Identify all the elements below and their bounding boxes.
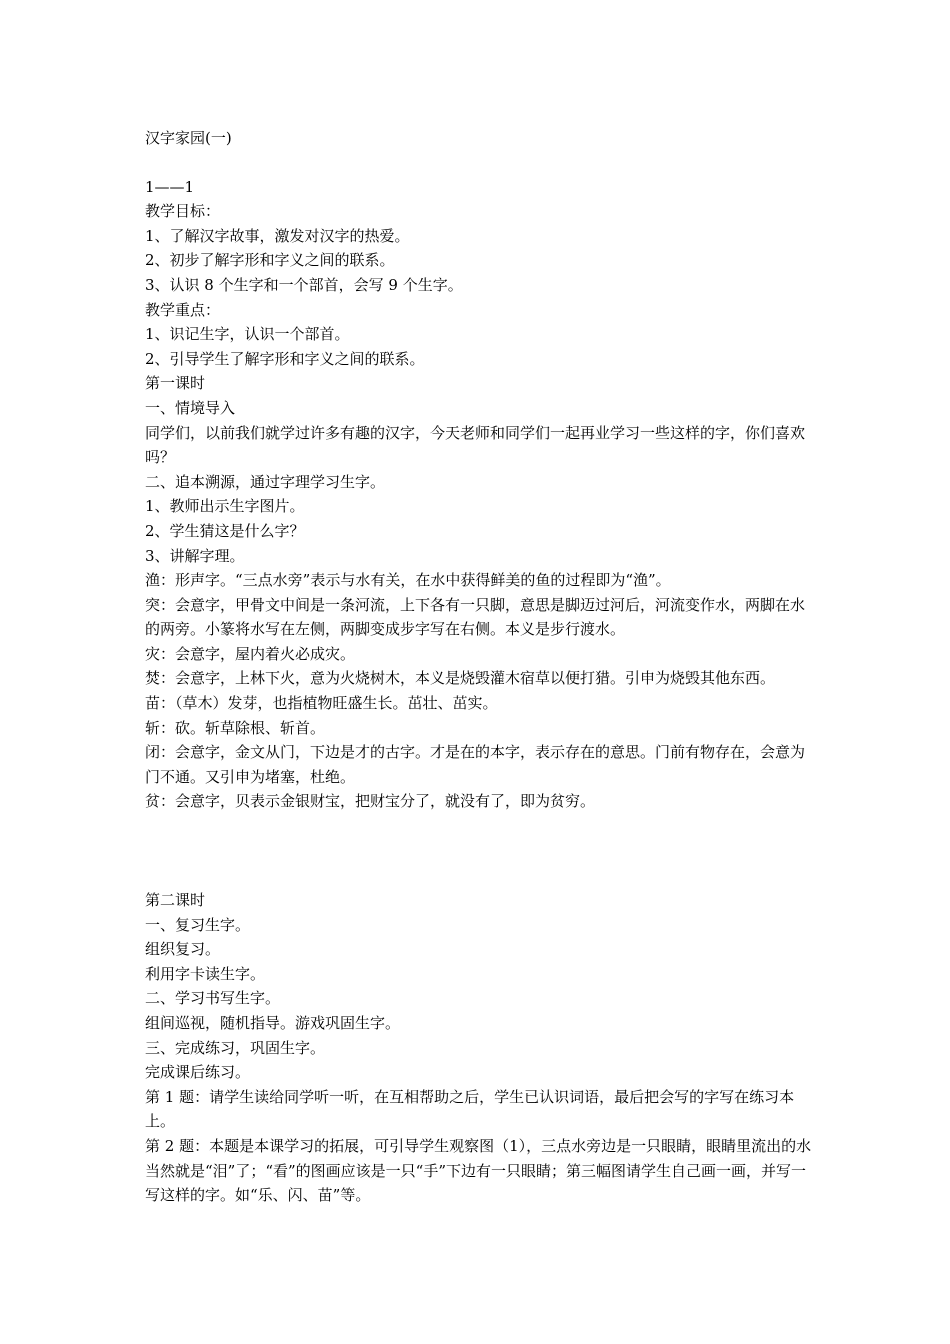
paragraph: 突：会意字，甲骨文中间是一条河流，上下各有一只脚，意思是脚迈过河后，河流变作水，两脚在水的两旁。小篆将水写在左侧，两脚变成步字写在右侧。本义是步行渡水。 [145,595,806,639]
paragraph: 贫：会意字，贝表示金银财宝，把财宝分了，就没有了，即为贫穷。 [145,792,596,811]
paragraph: 2、初步了解字形和字义之间的联系。 [145,251,395,270]
paragraph: 一、情境导入 [145,398,236,417]
paragraph: 1——1 [145,177,195,196]
paragraph: 焚：会意字，上林下火，意为火烧树木，本义是烧毁灌木宿草以便打猎。引申为烧毁其他东西。 [145,669,776,688]
paragraph: 3、讲解字理。 [145,546,245,565]
paragraph: 第 2 题：本题是本课学习的拓展，可引导学生观察图（1），三点水旁边是一只眼睛，眼睛里流出的水当然就是“泪”了；“看”的图画应该是一只“手”下边有一只眼睛；第三幅图请学生自己画一画，并写一写这样的字。如“乐、闪、苗”等。 [145,1136,812,1205]
paragraph: 第二课时 [145,891,206,910]
document-title: 汉字家园(一) [145,129,232,147]
paragraph: 苗：（草木）发芽，也指植物旺盛生长。茁壮、茁实。 [145,694,498,713]
paragraph: 完成课后练习。 [145,1063,251,1082]
paragraph: 1、教师出示生字图片。 [145,497,305,516]
paragraph: 第一课时 [145,374,206,393]
paragraph: 教学重点： [145,300,221,319]
paragraph: 1、了解汉字故事，激发对汉字的热爱。 [145,226,410,245]
paragraph: 第 1 题：请学生读给同学听一听，在互相帮助之后，学生已认识词语，最后把会写的字写在练习本上。 [145,1087,795,1131]
paragraph: 1、识记生字，认识一个部首。 [145,325,350,344]
paragraph: 斩：砍。斩草除根、斩首。 [145,718,326,737]
paragraph: 2、引导学生了解字形和字义之间的联系。 [145,349,425,368]
paragraph: 同学们，以前我们就学过许多有趣的汉字，今天老师和同学们一起再业学习一些这样的字，你们喜欢吗？ [145,423,806,467]
paragraph: 组间巡视，随机指导。游戏巩固生字。 [145,1014,401,1032]
paragraph: 2、学生猜这是什么字？ [145,521,305,540]
paragraph: 组织复习。 [145,940,221,959]
lesson-plan-part-one [145,175,813,814]
paragraph: 利用字卡读生字。 [145,964,266,983]
paragraph: 3、认识 8 个生字和一个部首，会写 9 个生字。 [145,275,463,294]
paragraph: 渔：形声字。“三点水旁”表示与水有关，在水中获得鲜美的鱼的过程即为“渔”。 [145,571,671,590]
lesson-plan-part-two [145,888,813,1208]
paragraph: 三、完成练习，巩固生字。 [145,1038,326,1057]
paragraph: 灾：会意字，屋内着火必成灾。 [145,644,356,663]
document-body [145,126,813,1208]
paragraph: 二、追本溯源，通过字理学习生字。 [145,472,386,491]
paragraph: 一、复习生字。 [145,915,251,934]
paragraph: 闭：会意字，金文从门，下边是才的古字。才是在的本字，表示存在的意思。门前有物存在，会意为门不通。又引申为堵塞，杜绝。 [145,743,806,786]
paragraph: 二、学习书写生字。 [145,989,281,1008]
paragraph: 教学目标： [145,202,221,221]
